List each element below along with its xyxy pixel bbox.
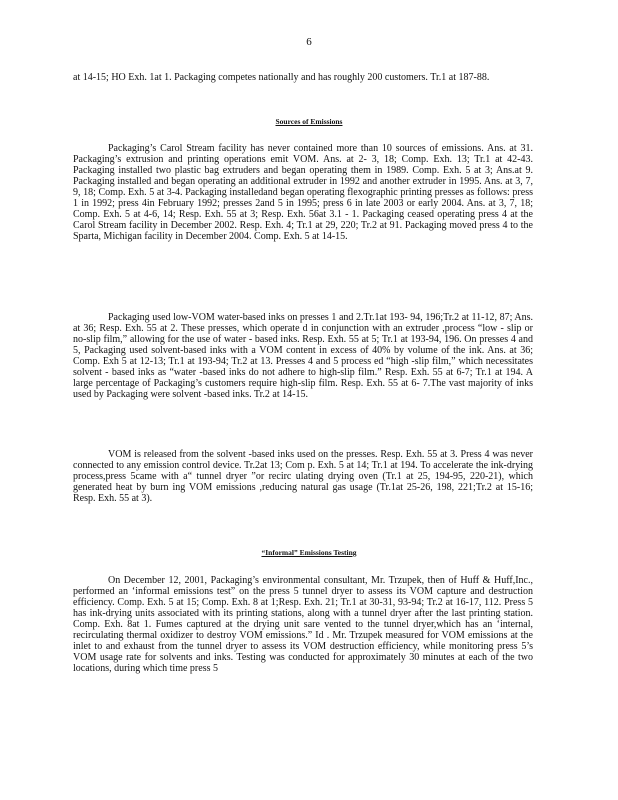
page-number: 6	[306, 36, 312, 48]
paragraph-sources	[73, 143, 533, 242]
paragraph-informal	[73, 575, 533, 674]
paragraph-continuation	[73, 72, 533, 83]
heading-text: “Informal” Emissions Testing	[261, 548, 357, 557]
paragraph-release	[73, 449, 533, 504]
paragraph-text: On December 12, 2001, Packaging’s environmental consultant, Mr. Trzupek, then of Huff & Huff,Inc., performed an ‘informal emissions test” on the press 5 tunnel dryer to assess its VOM capture and destruction efficiency. Comp. Exh. 5 at 15; Comp. Exh. 8 at 1;Resp. Exh. 21; Tr.1 at 30-31, 93-94; Tr.2 at 16-17, 112. Press 5 has ink-drying units associated with its printing stations, along with a tunnel dryer after the last printing station. Comp. Exh. 8at 1. Fumes captured at the drying unit sare vented to the tunnel dryer,which has an ‘internal, recirculating thermal oxidizer to destroy VOM emissions.” Id . Mr. Trzupek measured for VOM emissions at the inlet to and exhaust from the tunnel dryer to assess its VOM destruction efficiency, while monitoring press 5’s VOM usage rate for solvents and inks. Testing was conducted for approximately 30 minutes at each of the two locations, during which time press 5	[73, 575, 533, 674]
paragraph-text: Packaging’s Carol Stream facility has never contained more than 10 sources of emissions. Ans. at 31. Packaging’s extrusion and printing operations emit VOM. Ans. at 2- 3, 18; Comp. Exh. 13; Tr.1 at 42-43. Packaging installed two plastic bag extruders and began operating them in 1989. Comp. Exh. 5 at 3; Ans.at 9. Packaging installed and began operating an additional extruder in 1992 and another extruder in 1995. Ans. at 3, 7, 9, 18; Comp. Exh. 5 at 3-4. Packaging installedand began operating flexographic printing presses as follows: press 1 in 1992; press 4in February 1992; presses 2and 5 in 1995; press 6 in late 2003 or early 2004. Ans. at 3, 7, 18; Comp. Exh. 5 at 4-6, 14; Resp. Exh. 55 at 3; Resp. Exh. 56at 3.1 - 1. Packaging ceased operating press 4 at the Carol Stream facility in December 2002. Resp. Exh. 4; Tr.1 at 29, 220; Tr.2 at 91. Packaging moved press 4 to the Sparta, Michigan facility in December 2004. Comp. Exh. 5 at 14-15.	[73, 143, 533, 242]
paragraph-inks	[73, 312, 533, 400]
paragraph-text: VOM is released from the solvent -based inks used on the presses. Resp. Exh. 55 at 3. Press 4 was never connected to any emission control device. Tr.2at 13; Com p. Exh. 5 at 14; Tr.1 at 194. To accelerate the ink-drying process,press 5came with a“ tunnel dryer ”or recirc ulating drying oven (Tr.1 at 25, 194-95, 220-21), which generated heat by burn ing VOM emissions ,reducing natural gas usage (Tr.1at 25-26, 198, 221;Tr.2 at 15-16; Resp. Exh. 55 at 3).	[73, 449, 533, 504]
section-heading-sources	[0, 117, 618, 126]
paragraph-text: Packaging used low-VOM water-based inks on presses 1 and 2.Tr.1at 193- 94, 196;Tr.2 at 11-12, 87; Ans. at 36; Resp. Exh. 55 at 2. These presses, which operate d in conjunction with an extruder ,process “low - slip or no-slip film,” allowing for the use of water - based inks. Resp. Exh. 55 at 5; Tr.1 at 193-94, 196. On presses 4 and 5, Packaging used solvent-based inks with a VOM content in excess of 40% by volume of the ink. Ans. at 36; Comp. Exh 5 at 12-13; Tr.1 at 193-94; Tr.2 at 13. Presses 4 and 5 process ed “high -slip film,” which necessitates solvent - based inks as “water -based inks do not adhere to high-slip film.” Resp. Exh. 55 at 6-7; Tr.1 at 194. A large percentage of Packaging’s customers require high-slip film. Resp. Exh. 55 at 6- 7.The vast majority of inks used by Packaging were solvent -based inks. Tr.2 at 14-15.	[73, 312, 533, 400]
paragraph-text: at 14-15; HO Exh. 1at 1. Packaging competes nationally and has roughly 200 customers. Tr.1 at 187-88.	[73, 72, 490, 83]
heading-text: Sources of Emissions	[275, 117, 343, 126]
section-heading-informal	[0, 548, 618, 557]
